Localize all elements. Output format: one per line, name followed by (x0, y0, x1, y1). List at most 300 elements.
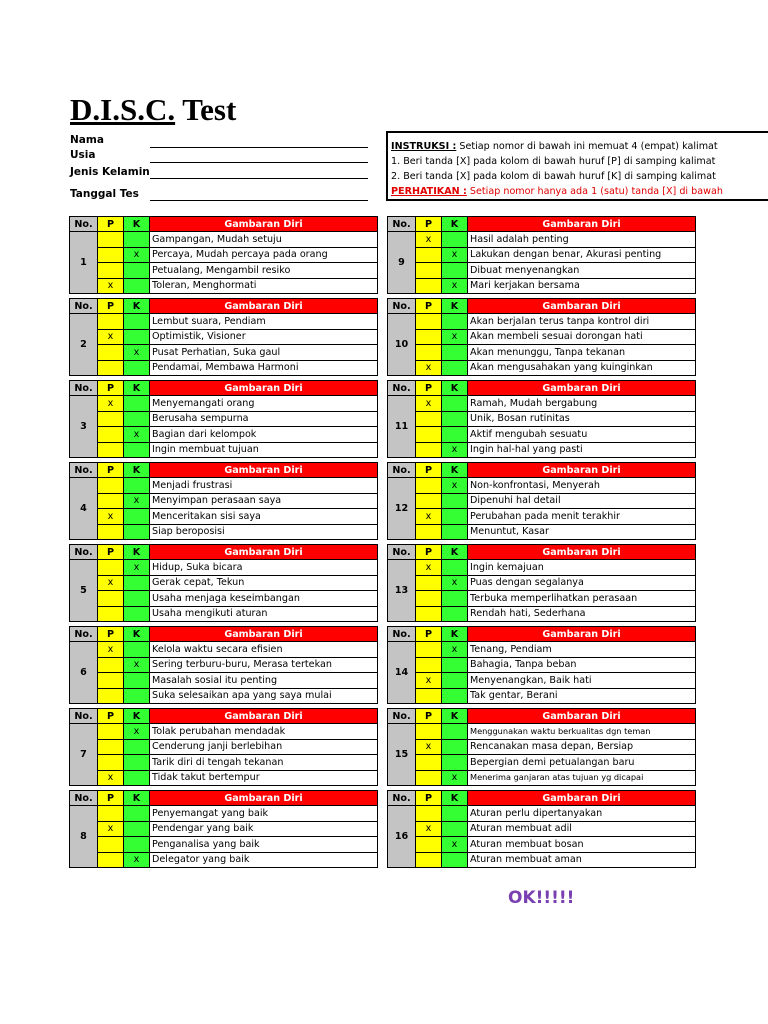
k-mark-cell[interactable] (442, 232, 468, 248)
header-k: K (442, 545, 468, 560)
k-mark-cell[interactable] (442, 606, 468, 622)
statement-text: Pendengar yang baik (150, 821, 378, 837)
header-k: K (124, 217, 150, 232)
statement-text: Kelola waktu secara efisien (150, 642, 378, 658)
k-mark-cell[interactable] (124, 770, 150, 786)
p-mark-cell[interactable] (416, 314, 442, 330)
header-no: No. (70, 217, 98, 232)
p-mark-cell[interactable]: x (416, 739, 442, 755)
k-mark-cell[interactable]: x (442, 575, 468, 591)
statement-text: Toleran, Menghormati (150, 278, 378, 294)
k-mark-cell[interactable] (442, 673, 468, 689)
k-mark-cell[interactable] (124, 478, 150, 494)
header-k: K (442, 463, 468, 478)
statement-text: Akan mengusahakan yang kuinginkan (468, 360, 696, 376)
question-number: 15 (388, 724, 416, 786)
k-mark-cell[interactable] (124, 642, 150, 658)
question-block-12 (387, 462, 696, 540)
p-mark-cell[interactable] (98, 442, 124, 458)
header-p: P (98, 709, 124, 724)
statement-text: Ingin kemajuan (468, 560, 696, 576)
p-mark-cell[interactable]: x (416, 360, 442, 376)
question-number: 1 (70, 232, 98, 294)
p-mark-cell[interactable] (98, 724, 124, 740)
p-mark-cell[interactable] (98, 411, 124, 427)
statement-row (388, 852, 696, 868)
statement-row (70, 560, 378, 576)
p-mark-cell[interactable] (416, 411, 442, 427)
statement-row (388, 427, 696, 443)
statement-row (388, 314, 696, 330)
k-mark-cell[interactable] (124, 837, 150, 853)
statement-text: Tolak perubahan mendadak (150, 724, 378, 740)
k-mark-cell[interactable] (124, 232, 150, 248)
statement-row (388, 591, 696, 607)
question-block-10 (387, 298, 696, 376)
k-mark-cell[interactable] (442, 314, 468, 330)
k-mark-cell[interactable]: x (124, 247, 150, 263)
field-line-tanggal-tes[interactable] (150, 200, 368, 201)
statement-row (388, 755, 696, 771)
p-mark-cell[interactable] (98, 493, 124, 509)
k-mark-cell[interactable] (442, 755, 468, 771)
question-number: 6 (70, 642, 98, 704)
p-mark-cell[interactable] (98, 263, 124, 279)
question-number: 7 (70, 724, 98, 786)
k-mark-cell[interactable] (442, 427, 468, 443)
header-p: P (416, 545, 442, 560)
statement-text: Aktif mengubah sesuatu (468, 427, 696, 443)
header-gambaran-diri: Gambaran Diri (150, 299, 378, 314)
header-gambaran-diri: Gambaran Diri (468, 463, 696, 478)
statement-text: Menjadi frustrasi (150, 478, 378, 494)
statement-row (70, 657, 378, 673)
header-k: K (124, 627, 150, 642)
statement-row (70, 739, 378, 755)
k-mark-cell[interactable] (442, 396, 468, 412)
p-mark-cell[interactable] (416, 688, 442, 704)
k-mark-cell[interactable] (124, 329, 150, 345)
header-no: No. (388, 709, 416, 724)
title-test: Test (182, 92, 237, 127)
statement-text: Dibuat menyenangkan (468, 263, 696, 279)
p-mark-cell[interactable]: x (98, 396, 124, 412)
warning-text: Setiap nomor hanya ada 1 (satu) tanda [X] di bawah (466, 186, 723, 197)
statement-text: Ramah, Mudah bergabung (468, 396, 696, 412)
k-mark-cell[interactable] (442, 852, 468, 868)
k-mark-cell[interactable] (442, 821, 468, 837)
p-mark-cell[interactable] (98, 806, 124, 822)
k-mark-cell[interactable]: x (124, 427, 150, 443)
p-mark-cell[interactable] (98, 232, 124, 248)
k-mark-cell[interactable] (124, 396, 150, 412)
statement-text: Akan membeli sesuai dorongan hati (468, 329, 696, 345)
question-block-15 (387, 708, 696, 786)
header-k: K (124, 463, 150, 478)
page-title (70, 92, 236, 128)
k-mark-cell[interactable] (124, 360, 150, 376)
p-mark-cell[interactable] (416, 724, 442, 740)
p-mark-cell[interactable] (98, 688, 124, 704)
statement-text: Optimistik, Visioner (150, 329, 378, 345)
p-mark-cell[interactable] (416, 493, 442, 509)
statement-row (388, 688, 696, 704)
p-mark-cell[interactable] (98, 852, 124, 868)
p-mark-cell[interactable] (416, 345, 442, 361)
header-no: No. (388, 627, 416, 642)
statement-text: Aturan membuat aman (468, 852, 696, 868)
statement-row (70, 688, 378, 704)
header-k: K (124, 545, 150, 560)
k-mark-cell[interactable] (124, 688, 150, 704)
k-mark-cell[interactable] (124, 755, 150, 771)
header-k: K (442, 709, 468, 724)
p-mark-cell[interactable] (98, 427, 124, 443)
statement-row (70, 591, 378, 607)
statement-text: Rencanakan masa depan, Bersiap (468, 739, 696, 755)
p-mark-cell[interactable] (416, 852, 442, 868)
p-mark-cell[interactable] (98, 755, 124, 771)
statement-text: Aturan membuat adil (468, 821, 696, 837)
k-mark-cell[interactable] (442, 806, 468, 822)
k-mark-cell[interactable]: x (124, 493, 150, 509)
statement-row (70, 396, 378, 412)
header-gambaran-diri: Gambaran Diri (468, 627, 696, 642)
k-mark-cell[interactable] (124, 442, 150, 458)
statement-row (388, 770, 696, 786)
statement-row (70, 493, 378, 509)
p-mark-cell[interactable] (416, 575, 442, 591)
question-number: 12 (388, 478, 416, 540)
statement-text: Tidak takut bertempur (150, 770, 378, 786)
header-p: P (98, 217, 124, 232)
statement-text: Pendamai, Membawa Harmoni (150, 360, 378, 376)
statement-text: Menerima ganjaran atas tujuan yg dicapai (468, 770, 696, 786)
statement-text: Percaya, Mudah percaya pada orang (150, 247, 378, 263)
instruction-line-3: 2. Beri tanda [X] pada kolom di bawah huruf [K] di samping kalimat (391, 171, 716, 182)
p-mark-cell[interactable] (416, 442, 442, 458)
header-gambaran-diri: Gambaran Diri (150, 791, 378, 806)
header-gambaran-diri: Gambaran Diri (468, 381, 696, 396)
p-mark-cell[interactable] (416, 278, 442, 294)
statement-text: Aturan perlu dipertanyakan (468, 806, 696, 822)
header-p: P (98, 463, 124, 478)
question-number: 10 (388, 314, 416, 376)
question-block-3 (69, 380, 378, 458)
p-mark-cell[interactable] (416, 329, 442, 345)
header-k: K (442, 791, 468, 806)
k-mark-cell[interactable]: x (442, 642, 468, 658)
p-mark-cell[interactable]: x (416, 509, 442, 525)
statement-text: Usaha mengikuti aturan (150, 606, 378, 622)
k-mark-cell[interactable] (124, 806, 150, 822)
statement-text: Menyemangati orang (150, 396, 378, 412)
statement-row (388, 606, 696, 622)
header-no: No. (70, 627, 98, 642)
header-gambaran-diri: Gambaran Diri (150, 381, 378, 396)
statement-text: Menceritakan sisi saya (150, 509, 378, 525)
statement-text: Hidup, Suka bicara (150, 560, 378, 576)
instruction-line-1 (391, 139, 768, 154)
statement-text: Hasil adalah penting (468, 232, 696, 248)
k-mark-cell[interactable]: x (124, 657, 150, 673)
p-mark-cell[interactable]: x (416, 396, 442, 412)
statement-row (388, 821, 696, 837)
instruction-heading: INSTRUKSI : (391, 141, 457, 152)
p-mark-cell[interactable] (98, 657, 124, 673)
question-block-8 (69, 790, 378, 868)
header-no: No. (388, 545, 416, 560)
statement-text: Gampangan, Mudah setuju (150, 232, 378, 248)
statement-row (388, 442, 696, 458)
question-block-1 (69, 216, 378, 294)
header-gambaran-diri: Gambaran Diri (150, 463, 378, 478)
statement-text: Lembut suara, Pendiam (150, 314, 378, 330)
statement-row (70, 821, 378, 837)
k-mark-cell[interactable] (124, 673, 150, 689)
k-mark-cell[interactable] (124, 278, 150, 294)
statement-text: Bepergian demi petualangan baru (468, 755, 696, 771)
p-mark-cell[interactable] (98, 739, 124, 755)
k-mark-cell[interactable] (442, 345, 468, 361)
k-mark-cell[interactable] (124, 821, 150, 837)
statement-text: Petualang, Mengambil resiko (150, 263, 378, 279)
k-mark-cell[interactable]: x (442, 442, 468, 458)
header-p: P (416, 381, 442, 396)
p-mark-cell[interactable] (98, 837, 124, 853)
statement-text: Usaha menjaga keseimbangan (150, 591, 378, 607)
field-label-jenis-kelamin: Jenis Kelamin (70, 166, 150, 178)
k-mark-cell[interactable] (124, 606, 150, 622)
p-mark-cell[interactable] (98, 591, 124, 607)
p-mark-cell[interactable] (416, 755, 442, 771)
statement-text: Rendah hati, Sederhana (468, 606, 696, 622)
k-mark-cell[interactable]: x (442, 278, 468, 294)
field-label-nama: Nama (70, 134, 104, 146)
statement-row (388, 509, 696, 525)
p-mark-cell[interactable] (98, 673, 124, 689)
p-mark-cell[interactable] (98, 345, 124, 361)
p-mark-cell[interactable] (98, 360, 124, 376)
p-mark-cell[interactable]: x (98, 642, 124, 658)
p-mark-cell[interactable] (98, 314, 124, 330)
k-mark-cell[interactable]: x (124, 560, 150, 576)
statement-row (70, 724, 378, 740)
k-mark-cell[interactable]: x (442, 478, 468, 494)
statement-text: Ingin hal-hal yang pasti (468, 442, 696, 458)
statement-row (388, 837, 696, 853)
p-mark-cell[interactable]: x (416, 821, 442, 837)
p-mark-cell[interactable] (416, 837, 442, 853)
statement-text: Delegator yang baik (150, 852, 378, 868)
p-mark-cell[interactable] (98, 247, 124, 263)
statement-text: Cenderung janji berlebihan (150, 739, 378, 755)
p-mark-cell[interactable] (416, 263, 442, 279)
statement-row (388, 232, 696, 248)
statement-text: Terbuka memperlihatkan perasaan (468, 591, 696, 607)
header-no: No. (70, 381, 98, 396)
question-number: 8 (70, 806, 98, 868)
statement-row (70, 411, 378, 427)
p-mark-cell[interactable]: x (416, 232, 442, 248)
k-mark-cell[interactable] (442, 493, 468, 509)
field-line-jenis-kelamin[interactable] (150, 178, 368, 179)
field-line-nama[interactable] (150, 147, 368, 148)
statement-row (70, 232, 378, 248)
k-mark-cell[interactable]: x (124, 345, 150, 361)
k-mark-cell[interactable] (124, 739, 150, 755)
p-mark-cell[interactable]: x (98, 770, 124, 786)
statement-text: Siap beroposisi (150, 524, 378, 540)
statement-row (388, 657, 696, 673)
header-p: P (416, 791, 442, 806)
p-mark-cell[interactable] (416, 478, 442, 494)
statement-row (70, 345, 378, 361)
header-k: K (442, 627, 468, 642)
statement-row (388, 642, 696, 658)
header-p: P (98, 545, 124, 560)
question-block-7 (69, 708, 378, 786)
header-no: No. (388, 791, 416, 806)
k-mark-cell[interactable] (442, 411, 468, 427)
statement-row (70, 837, 378, 853)
k-mark-cell[interactable] (124, 524, 150, 540)
instruction-warning (391, 184, 768, 199)
header-k: K (124, 299, 150, 314)
warning-heading: PERHATIKAN : (391, 186, 467, 197)
statement-row (388, 263, 696, 279)
k-mark-cell[interactable] (442, 560, 468, 576)
statement-text: Menuntut, Kasar (468, 524, 696, 540)
k-mark-cell[interactable] (124, 411, 150, 427)
k-mark-cell[interactable] (442, 591, 468, 607)
header-no: No. (70, 463, 98, 478)
statement-row (388, 560, 696, 576)
statement-row (70, 606, 378, 622)
statement-text: Unik, Bosan rutinitas (468, 411, 696, 427)
p-mark-cell[interactable]: x (98, 821, 124, 837)
k-mark-cell[interactable]: x (124, 852, 150, 868)
statement-row (70, 642, 378, 658)
p-mark-cell[interactable] (416, 606, 442, 622)
statement-text: Berusaha sempurna (150, 411, 378, 427)
p-mark-cell[interactable]: x (416, 673, 442, 689)
k-mark-cell[interactable] (124, 314, 150, 330)
field-line-usia[interactable] (150, 162, 368, 163)
header-no: No. (70, 299, 98, 314)
k-mark-cell[interactable] (442, 263, 468, 279)
p-mark-cell[interactable]: x (98, 278, 124, 294)
p-mark-cell[interactable] (416, 247, 442, 263)
field-label-usia: Usia (70, 149, 96, 161)
statement-row (70, 852, 378, 868)
p-mark-cell[interactable]: x (98, 575, 124, 591)
statement-row (70, 314, 378, 330)
statement-text: Aturan membuat bosan (468, 837, 696, 853)
statement-text: Mari kerjakan bersama (468, 278, 696, 294)
header-gambaran-diri: Gambaran Diri (150, 627, 378, 642)
p-mark-cell[interactable] (98, 478, 124, 494)
header-p: P (98, 299, 124, 314)
statement-row (70, 247, 378, 263)
question-block-5 (69, 544, 378, 622)
statement-text: Non-konfrontasi, Menyerah (468, 478, 696, 494)
question-number: 3 (70, 396, 98, 458)
k-mark-cell[interactable]: x (124, 724, 150, 740)
header-gambaran-diri: Gambaran Diri (468, 791, 696, 806)
k-mark-cell[interactable]: x (442, 770, 468, 786)
p-mark-cell[interactable] (98, 606, 124, 622)
k-mark-cell[interactable] (442, 688, 468, 704)
question-number: 2 (70, 314, 98, 376)
p-mark-cell[interactable] (416, 806, 442, 822)
p-mark-cell[interactable]: x (98, 329, 124, 345)
question-block-14 (387, 626, 696, 704)
question-number: 11 (388, 396, 416, 458)
statement-row (388, 278, 696, 294)
p-mark-cell[interactable] (416, 524, 442, 540)
p-mark-cell[interactable]: x (416, 560, 442, 576)
p-mark-cell[interactable] (98, 524, 124, 540)
k-mark-cell[interactable] (442, 509, 468, 525)
header-no: No. (388, 299, 416, 314)
k-mark-cell[interactable] (124, 509, 150, 525)
header-k: K (124, 381, 150, 396)
k-mark-cell[interactable]: x (442, 837, 468, 853)
header-k: K (124, 709, 150, 724)
statement-row (388, 329, 696, 345)
header-no: No. (70, 709, 98, 724)
statement-text: Tarik diri di tengah tekanan (150, 755, 378, 771)
k-mark-cell[interactable]: x (442, 329, 468, 345)
statement-row (388, 411, 696, 427)
header-p: P (416, 709, 442, 724)
header-no: No. (388, 217, 416, 232)
statement-row (388, 478, 696, 494)
k-mark-cell[interactable] (124, 263, 150, 279)
header-no: No. (70, 545, 98, 560)
p-mark-cell[interactable]: x (98, 509, 124, 525)
question-block-11 (387, 380, 696, 458)
k-mark-cell[interactable] (442, 360, 468, 376)
question-block-4 (69, 462, 378, 540)
k-mark-cell[interactable] (442, 739, 468, 755)
k-mark-cell[interactable] (124, 575, 150, 591)
header-k: K (442, 299, 468, 314)
k-mark-cell[interactable] (442, 524, 468, 540)
k-mark-cell[interactable] (124, 591, 150, 607)
p-mark-cell[interactable] (416, 427, 442, 443)
statement-row (388, 806, 696, 822)
k-mark-cell[interactable] (442, 724, 468, 740)
statement-text: Sering terburu-buru, Merasa tertekan (150, 657, 378, 673)
question-block-13 (387, 544, 696, 622)
instruction-text-1: Setiap nomor di bawah ini memuat 4 (empat) kalimat (456, 141, 718, 152)
p-mark-cell[interactable] (416, 642, 442, 658)
statement-row (70, 806, 378, 822)
p-mark-cell[interactable] (98, 560, 124, 576)
p-mark-cell[interactable] (416, 770, 442, 786)
statement-row (70, 673, 378, 689)
header-no: No. (70, 791, 98, 806)
title-disc: D.I.S.C. (70, 92, 176, 127)
p-mark-cell[interactable] (416, 591, 442, 607)
p-mark-cell[interactable] (416, 657, 442, 673)
statement-row (70, 427, 378, 443)
statement-row (388, 673, 696, 689)
k-mark-cell[interactable]: x (442, 247, 468, 263)
k-mark-cell[interactable] (442, 657, 468, 673)
